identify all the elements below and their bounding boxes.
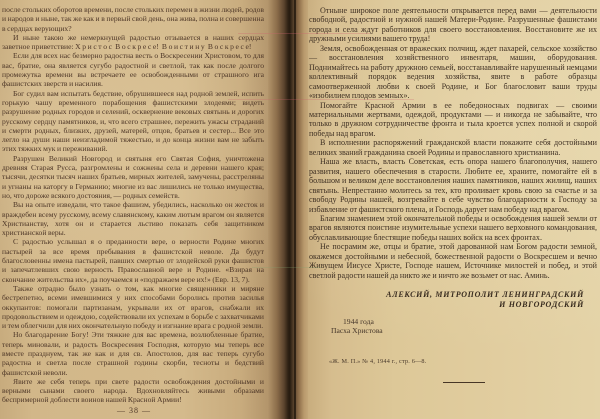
paragraph: Явите же себя теперь при свете радости освобождения достойными и верными сынами своего народа. Вдохновляйтесь живыми образами беспримерной доблести воинов нашей Красной Армии! <box>2 376 264 405</box>
paragraph: Не посрамим же, отцы и братие, этой дарованной нам Богом радости земной, окажемся достойными и небесной, божественной радости о Воскресшем и вечно Живущем Иисусе Христе, Господе нашем, Источнике милостей и побед, и этой светлой радости нашей да никто же и ничто же возьмет от нас. Аминь. <box>309 242 597 280</box>
signature-block <box>309 290 597 310</box>
paragraph: Бог судил вам испытать бедствие, обрушившееся над родной землей, испить горькую чашу временного порабощения фашистскими злодеями; видеть разрушение родных городов и селений, осквернение вековых святынь и дорогих русскому сердцу памятников, и, что всего страшнее, пережить ужасы страданий и смерти родных, близких, друзей, матерей, отцов, братьев и сестер... Все это легло на души наши неизгладимой тяжестью, и до конца жизни вам не забыть этих тяжких мук и переживаний. <box>2 88 264 154</box>
paragraph: Наша же власть, власть Советская, есть опора нашего благополучия, нашего развития, нашего обеспечения в старости. Любите ее, храните, помогайте ей в большом и великом деле восстановления наших памятников, наших жилищ, наших святынь. Непрестанно молитесь за тех, кто проливает кровь свою за счастье и за свободу Родины нашей, возгревайте в себе чувство благодарности к Господу за избавление от фашистского плена, и Господь дарует нам победу над врагом. <box>309 157 597 214</box>
paragraph: Отныне широкое поле деятельности открывается перед вами — деятельности свободной, радостной и нужной нашей Матери-Родине. Разрушенные фашистами города и села ждут работников для своего восстановления. Восстановите же их дружными усилиями вашего труда! <box>309 6 597 44</box>
date-occasion: Пасха Христова <box>331 326 383 336</box>
divider-rule <box>443 382 485 383</box>
paragraph: С радостью услышал я о преданности вере, о верности Родине многих пастырей за все время пребывания в фашистской неволе. Да будут благословенны имена пастырей, павших смертью от злодейской руки фашистов и запечатлевших свою верность Православной вере и Родине. «Взирая на скончание жительства их», да поучаемся и «подражаем вере их!» (Евр. 13, 7). <box>2 237 264 284</box>
paragraph: Благим знамением этой окончательной победы и освобождения нашей земли от врагов являются поистине изумительные успехи нашего верховного командования, обуславливающие блестящие победы наших войск на всех фронтах. <box>309 213 597 242</box>
paragraph: Вы на опыте изведали, что такое фашизм, убедились, насколько он жесток и враждебен всему русскому, всему славянскому, каким лютым врагом он является Христианству, хотя он и старается льстиво показать себя защитником христианской веры. <box>2 200 264 238</box>
footnote: «Ж. М. П.» № 4, 1944 г., стр. 6—8. <box>329 357 427 365</box>
paragraph: И ныне такою же немеркнущей радостью отзывается в наших сердцах заветное приветствие: Х р и с т о с В о с к р е с е! В о и с т и н у В о с к р е с е! <box>2 32 264 52</box>
book-gutter <box>268 0 310 419</box>
left-page <box>0 0 268 419</box>
paragraph: Помогайте Красной Армии в ее победоносных подвигах — своими материальными жертвами, одеждой, продуктами — и никогда не забывайте, что только в дружном сотрудничестве фронта и тыла кроется успех полной и скорой победы над врагом. <box>309 100 597 138</box>
binding-crease <box>294 0 296 419</box>
date-year: 1944 года <box>343 317 374 327</box>
signature-line-2: И НОВГОРОДСКИЙ <box>499 300 584 310</box>
paragraph: Но благодарение Богу! Эти тяжкие для вас времена, возлюбленные братие, теперь миновали, и радость Воскресения Господня, которую мы теперь все вместе празднуем, так же как и для св. Апостолов, для вас теперь сугубо радостна и светла после страшной годины скорби, тесноты и бедствий фашистской неволи. <box>2 330 264 377</box>
paragraph: Если для всех нас безмерно радостна весть о Воскресении Христовом, то для вас, братие, она является сугубо радостной и светлой, так как после долгого промежутка времени вы встречаете ее освобожденными от страшного ига фашистских зверств и насилия. <box>2 51 264 89</box>
page-number: — 38 — <box>117 405 151 415</box>
date-block <box>309 317 597 335</box>
signature-line-1: АЛЕКСИЙ, МИТРОПОЛИТ ЛЕНИНГРАДСКИЙ <box>386 290 584 300</box>
paragraph: после стольких оборотов времени, после стольких перемен в жизни людей, родов и народов и ныне, так же как и в первый свой день, она жива, полна и совершенна в сердцах верующих? <box>2 5 264 33</box>
paragraph: Земля, освобожденная от вражеских полчищ, ждет пахарей, сельское хозяйство — восстановления хозяйственного инвентаря, машин, оборудования. Поднимайтесь на работу дружною семьей, восстанавливайте нарушенный немцами коллективный порядок ведения хозяйства, явите в работе образцы самоотверженной любви к своей Родине, и Бог благословит ваши труды «изобилием плодов земных». <box>309 43 597 101</box>
paragraph: Разрушен Великий Новгород и святыня его Святая София, уничтожена древняя Старая Русса, разгромлены и сожжены села и деревни нашего края; тысячи, десятки тысяч наших братьев, мирных жителей, замучены, расстреляны и угнаны на каторгу в Германию; многие из вас лишились не только имущества, но, что дороже всякого достояния, — родных семейств. <box>2 153 264 200</box>
paragraph: В исполнении распоряжений гражданской власти покажите себя достойными великих званий гражданина своей Родины и православного христианина. <box>309 138 597 157</box>
right-page <box>308 0 600 419</box>
paragraph: Также отрадно было узнать о том, как многие священники и миряне бестрепетно, всеми имевшимися у них способами боролись против засилья оккупантов: помогали партизанам, укрывали их от врагов, снабжали их продовольствием и одеждою, содействовали их успехам в борьбе с захватчиками и тем облегчили для них окончательную победу и изгнание врага с родной земли. <box>2 283 264 331</box>
